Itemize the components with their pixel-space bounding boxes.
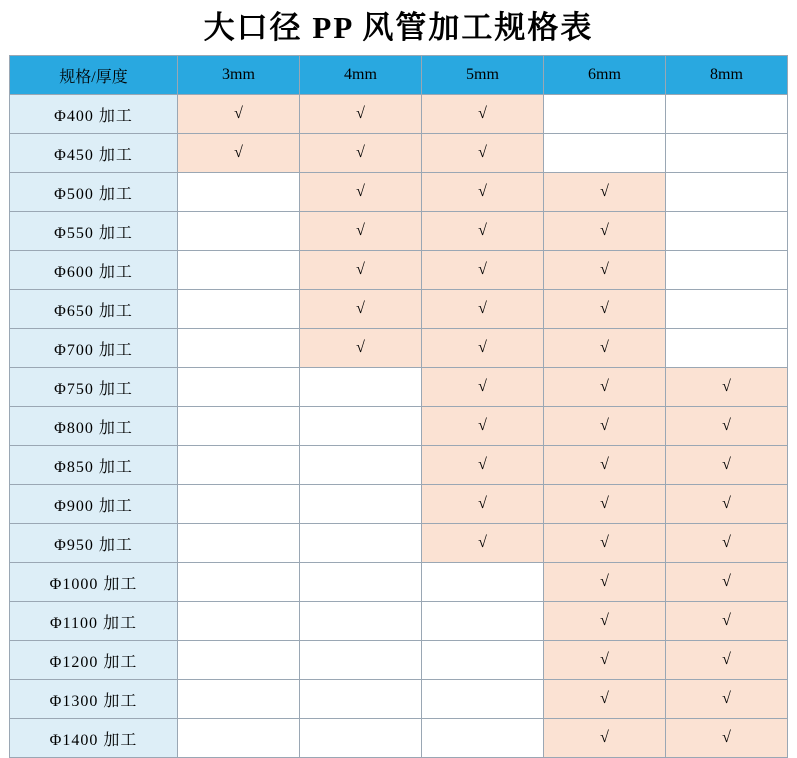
check-icon: √ bbox=[600, 456, 609, 473]
cell-empty bbox=[422, 680, 544, 719]
cell-empty bbox=[300, 368, 422, 407]
table-row bbox=[10, 641, 788, 680]
check-icon: √ bbox=[722, 456, 731, 473]
cell-empty bbox=[178, 563, 300, 602]
cell-empty bbox=[178, 407, 300, 446]
cell-available bbox=[422, 485, 544, 524]
cell-available bbox=[422, 212, 544, 251]
table-row bbox=[10, 290, 788, 329]
row-label: Φ500 加工 bbox=[10, 173, 178, 212]
check-icon: √ bbox=[356, 183, 365, 200]
column-header-3mm: 3mm bbox=[178, 56, 300, 95]
row-label: Φ850 加工 bbox=[10, 446, 178, 485]
cell-available bbox=[666, 446, 788, 485]
column-header-4mm: 4mm bbox=[300, 56, 422, 95]
cell-available bbox=[422, 290, 544, 329]
check-icon: √ bbox=[722, 534, 731, 551]
column-header-5mm: 5mm bbox=[422, 56, 544, 95]
cell-empty bbox=[422, 641, 544, 680]
cell-available bbox=[666, 368, 788, 407]
row-label: Φ400 加工 bbox=[10, 95, 178, 134]
table-row bbox=[10, 173, 788, 212]
check-icon: √ bbox=[722, 378, 731, 395]
cell-available bbox=[544, 524, 666, 563]
table-row bbox=[10, 485, 788, 524]
cell-available bbox=[300, 173, 422, 212]
cell-available bbox=[544, 719, 666, 758]
column-header-6mm: 6mm bbox=[544, 56, 666, 95]
cell-empty bbox=[300, 602, 422, 641]
check-icon: √ bbox=[356, 261, 365, 278]
cell-available bbox=[666, 485, 788, 524]
cell-available bbox=[666, 524, 788, 563]
check-icon: √ bbox=[356, 300, 365, 317]
check-icon: √ bbox=[478, 183, 487, 200]
cell-available bbox=[422, 134, 544, 173]
cell-available bbox=[544, 680, 666, 719]
table-row bbox=[10, 95, 788, 134]
row-label: Φ1200 加工 bbox=[10, 641, 178, 680]
header-row bbox=[10, 56, 788, 95]
cell-empty bbox=[178, 368, 300, 407]
cell-available bbox=[300, 290, 422, 329]
table-row bbox=[10, 134, 788, 173]
check-icon: √ bbox=[600, 612, 609, 629]
check-icon: √ bbox=[722, 495, 731, 512]
check-icon: √ bbox=[478, 105, 487, 122]
cell-empty bbox=[178, 641, 300, 680]
check-icon: √ bbox=[722, 651, 731, 668]
column-header-spec: 规格/厚度 bbox=[10, 56, 178, 95]
row-label: Φ1400 加工 bbox=[10, 719, 178, 758]
check-icon: √ bbox=[600, 417, 609, 434]
row-label: Φ900 加工 bbox=[10, 485, 178, 524]
cell-available bbox=[422, 95, 544, 134]
row-label: Φ650 加工 bbox=[10, 290, 178, 329]
column-header-8mm: 8mm bbox=[666, 56, 788, 95]
check-icon: √ bbox=[600, 300, 609, 317]
row-label: Φ600 加工 bbox=[10, 251, 178, 290]
cell-empty bbox=[666, 329, 788, 368]
cell-empty bbox=[178, 719, 300, 758]
check-icon: √ bbox=[356, 144, 365, 161]
page-title: 大口径 PP 风管加工规格表 bbox=[203, 10, 594, 45]
cell-empty bbox=[544, 134, 666, 173]
check-icon: √ bbox=[478, 495, 487, 512]
table-row bbox=[10, 446, 788, 485]
check-icon: √ bbox=[478, 417, 487, 434]
table-header bbox=[10, 56, 788, 95]
cell-empty bbox=[178, 485, 300, 524]
check-icon: √ bbox=[722, 729, 731, 746]
check-icon: √ bbox=[722, 573, 731, 590]
check-icon: √ bbox=[600, 339, 609, 356]
row-label: Φ750 加工 bbox=[10, 368, 178, 407]
check-icon: √ bbox=[234, 105, 243, 122]
row-label: Φ450 加工 bbox=[10, 134, 178, 173]
cell-empty bbox=[666, 173, 788, 212]
cell-empty bbox=[422, 563, 544, 602]
cell-available bbox=[300, 329, 422, 368]
check-icon: √ bbox=[478, 456, 487, 473]
check-icon: √ bbox=[722, 417, 731, 434]
cell-empty bbox=[300, 446, 422, 485]
cell-available bbox=[544, 290, 666, 329]
check-icon: √ bbox=[478, 339, 487, 356]
cell-available bbox=[544, 329, 666, 368]
cell-empty bbox=[300, 524, 422, 563]
cell-empty bbox=[300, 641, 422, 680]
check-icon: √ bbox=[356, 222, 365, 239]
cell-empty bbox=[666, 251, 788, 290]
check-icon: √ bbox=[600, 261, 609, 278]
cell-available bbox=[666, 641, 788, 680]
cell-empty bbox=[300, 680, 422, 719]
row-label: Φ550 加工 bbox=[10, 212, 178, 251]
row-label: Φ1000 加工 bbox=[10, 563, 178, 602]
cell-available bbox=[422, 329, 544, 368]
cell-empty bbox=[544, 95, 666, 134]
cell-empty bbox=[422, 719, 544, 758]
cell-available bbox=[544, 368, 666, 407]
check-icon: √ bbox=[722, 690, 731, 707]
cell-empty bbox=[666, 290, 788, 329]
cell-empty bbox=[300, 719, 422, 758]
cell-empty bbox=[178, 329, 300, 368]
cell-empty bbox=[178, 251, 300, 290]
cell-available bbox=[544, 485, 666, 524]
cell-available bbox=[544, 173, 666, 212]
check-icon: √ bbox=[356, 339, 365, 356]
cell-empty bbox=[666, 134, 788, 173]
row-label: Φ700 加工 bbox=[10, 329, 178, 368]
check-icon: √ bbox=[356, 105, 365, 122]
row-label: Φ950 加工 bbox=[10, 524, 178, 563]
cell-empty bbox=[178, 602, 300, 641]
cell-available bbox=[422, 173, 544, 212]
cell-available bbox=[666, 602, 788, 641]
cell-available bbox=[422, 368, 544, 407]
cell-empty bbox=[300, 563, 422, 602]
cell-available bbox=[544, 602, 666, 641]
check-icon: √ bbox=[600, 729, 609, 746]
check-icon: √ bbox=[478, 534, 487, 551]
cell-empty bbox=[178, 524, 300, 563]
table-row bbox=[10, 602, 788, 641]
cell-available bbox=[544, 446, 666, 485]
cell-available bbox=[544, 212, 666, 251]
cell-available bbox=[300, 212, 422, 251]
check-icon: √ bbox=[600, 534, 609, 551]
specification-table bbox=[9, 55, 788, 758]
cell-empty bbox=[178, 212, 300, 251]
check-icon: √ bbox=[478, 300, 487, 317]
cell-available bbox=[544, 251, 666, 290]
cell-available bbox=[422, 524, 544, 563]
cell-empty bbox=[178, 680, 300, 719]
check-icon: √ bbox=[600, 495, 609, 512]
table-row bbox=[10, 251, 788, 290]
table-row bbox=[10, 329, 788, 368]
check-icon: √ bbox=[600, 378, 609, 395]
check-icon: √ bbox=[600, 651, 609, 668]
cell-empty bbox=[178, 173, 300, 212]
cell-available bbox=[300, 134, 422, 173]
cell-available bbox=[178, 134, 300, 173]
cell-empty bbox=[666, 95, 788, 134]
table-row bbox=[10, 524, 788, 563]
cell-available bbox=[422, 407, 544, 446]
table-row bbox=[10, 680, 788, 719]
table-row bbox=[10, 368, 788, 407]
cell-available bbox=[666, 680, 788, 719]
row-label: Φ1300 加工 bbox=[10, 680, 178, 719]
check-icon: √ bbox=[600, 222, 609, 239]
cell-empty bbox=[300, 485, 422, 524]
cell-available bbox=[544, 641, 666, 680]
table-row bbox=[10, 212, 788, 251]
table-row bbox=[10, 563, 788, 602]
cell-available bbox=[544, 407, 666, 446]
cell-available bbox=[544, 563, 666, 602]
cell-empty bbox=[178, 446, 300, 485]
cell-empty bbox=[300, 407, 422, 446]
table-row bbox=[10, 719, 788, 758]
cell-available bbox=[422, 446, 544, 485]
check-icon: √ bbox=[600, 573, 609, 590]
cell-available bbox=[666, 407, 788, 446]
table-row bbox=[10, 407, 788, 446]
check-icon: √ bbox=[722, 612, 731, 629]
cell-empty bbox=[178, 290, 300, 329]
cell-available bbox=[422, 251, 544, 290]
row-label: Φ1100 加工 bbox=[10, 602, 178, 641]
check-icon: √ bbox=[478, 261, 487, 278]
cell-available bbox=[178, 95, 300, 134]
cell-empty bbox=[666, 212, 788, 251]
cell-empty bbox=[422, 602, 544, 641]
row-label: Φ800 加工 bbox=[10, 407, 178, 446]
check-icon: √ bbox=[478, 378, 487, 395]
check-icon: √ bbox=[234, 144, 243, 161]
check-icon: √ bbox=[478, 222, 487, 239]
check-icon: √ bbox=[600, 183, 609, 200]
check-icon: √ bbox=[478, 144, 487, 161]
cell-available bbox=[666, 719, 788, 758]
cell-available bbox=[300, 251, 422, 290]
table-body bbox=[10, 95, 788, 758]
cell-available bbox=[300, 95, 422, 134]
check-icon: √ bbox=[600, 690, 609, 707]
cell-available bbox=[666, 563, 788, 602]
